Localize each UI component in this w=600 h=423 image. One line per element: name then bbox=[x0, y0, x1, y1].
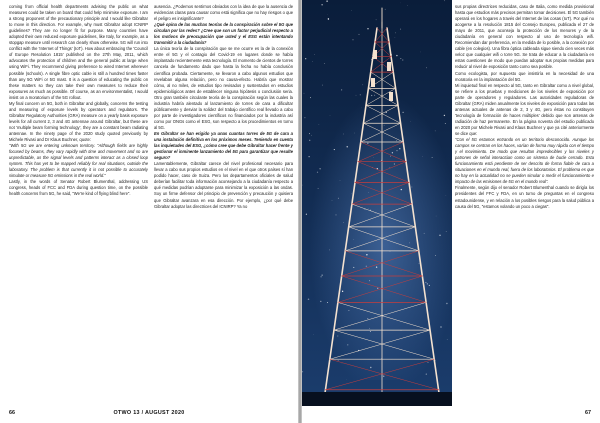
star bbox=[394, 164, 395, 165]
page-number-left: 66 bbox=[9, 410, 15, 416]
star bbox=[362, 84, 363, 85]
star bbox=[304, 93, 305, 94]
star bbox=[412, 187, 413, 188]
star bbox=[395, 38, 396, 39]
star bbox=[341, 89, 342, 90]
star bbox=[329, 250, 330, 251]
body-paragraph: Finalmente, según dijo el senador Robert Blumenthal cuando se dirigía los presidentes del FFC y FDA, en un turno de preguntas en el congreso estadounidense, y en relación a los posibles riesgos para la salud pública a causa del 5G, "estamos volando un poco a ciegas". bbox=[455, 185, 594, 209]
star bbox=[396, 140, 397, 141]
star bbox=[385, 9, 386, 10]
star bbox=[322, 85, 323, 86]
star bbox=[369, 328, 370, 329]
star bbox=[360, 95, 361, 96]
star bbox=[309, 156, 310, 157]
star bbox=[332, 200, 333, 201]
body-paragraph: coming from official health departments advising the public on what measures could be taken on board that could help minimise exposure. I am a strong proponent of the precautionary principle and I would like Gibraltar to move in this direction. For example, why must Gibraltar adopt ICNIRP guidelines? They are no longer fit for purpose. Many countries have adopted their own reduced exposure guidelines, like Italy, for example, as a stopgap measure until research can clearly show otherwise. 5G will run into conflict with the 'Internet of Things' (IoT). How about embracing the 'Council of Europe Resolution 1815' published on the 27th May, 2011, which advocates the protection of children and the general public at large when using WiFi. They recommend giving preference to wired Internet wherever possible (schools). A single fibre optic cable is still a hundred times faster than any 5G WiFi or 5G mast. It is a question of educating the public on these matters so they can take their own measures to reduce their exposures as much as possible. Of course, as an environmentalist, I would insist on a moratorium of the 5G rollout. bbox=[9, 4, 148, 100]
star bbox=[320, 276, 321, 277]
star bbox=[347, 146, 348, 147]
star bbox=[440, 326, 441, 327]
spanish-column-right bbox=[455, 4, 594, 402]
star bbox=[401, 189, 402, 190]
star bbox=[352, 39, 353, 40]
star bbox=[425, 282, 426, 283]
star bbox=[366, 254, 367, 255]
star bbox=[371, 95, 372, 96]
pull-quote: "With 5G we are entering unknown territory. "Although fields are highly focused by beams, they vary rapidly with time and movement and so are unpredictable, as the signal levels and patterns interact as a closed loop system. This has yet to be mapped reliably for real situations, outside the laboratory. The problem is that currently it is not possible to accurately simulate or measure 5G emissions in the real world." bbox=[9, 143, 148, 179]
star bbox=[347, 344, 348, 345]
star bbox=[445, 123, 446, 124]
body-paragraph: My final concern on 5G, both in Gibraltar and globally, concerns the testing and measuring of exposure levels by operators and regulators. The Gibraltar Regulatory Authorities (GRA) measure on a yearly basis exposure levels for all current 2, 3 and 4G antennae around Gibraltar, but these are not 'multiple beam forming technology', they are a constant beam radiating antennae. In the ninety page of the 2020 study quoted previously by Michele Rivasi and Dr Klaus Buchner, quote: bbox=[9, 100, 148, 143]
star bbox=[385, 215, 386, 216]
star bbox=[444, 0, 445, 1]
star bbox=[343, 134, 344, 135]
star bbox=[370, 367, 371, 368]
right-page bbox=[302, 0, 600, 423]
body-paragraph: sus propias directrices reducidas, caso de Italia, como medida provisional hasta que estudios más precisos permitan tomar decisiones. El 5G también operará en los hogares a través del Internet de las cosas (IoT). Por qué no acogerse a la resolución 1815 del Consejo Europeo, publicada el 27 de mayo de 2011, que aconseja la protección de los menores y de la ciudadanía en general con respecto al uso de tecnología wifi. Recomiendan dar preferencia, en la medida de lo posible, a la conexión por cable (en colegios). Una fibra óptica cableada sigue siendo cien veces más veloz que cualquier wifi o torre 5G. Se trata de educar a la ciudadanía en estas cuestiones de modo que puedan adoptar sus propias medidas para reducir al nivel de exposición tanto como sea posible. bbox=[455, 4, 594, 70]
star bbox=[376, 266, 377, 267]
star bbox=[422, 156, 423, 157]
star bbox=[402, 59, 403, 60]
left-page bbox=[0, 0, 298, 423]
star bbox=[447, 339, 448, 340]
star bbox=[343, 222, 344, 223]
star bbox=[353, 267, 354, 268]
star bbox=[384, 125, 385, 126]
cell-tower-photo bbox=[302, 0, 452, 406]
star bbox=[338, 198, 339, 199]
star bbox=[354, 239, 355, 240]
star bbox=[328, 18, 329, 19]
star bbox=[314, 54, 315, 55]
star bbox=[317, 172, 318, 173]
star bbox=[302, 371, 303, 372]
star bbox=[426, 373, 427, 374]
star bbox=[383, 376, 384, 377]
antenna-panel bbox=[371, 78, 375, 87]
star bbox=[396, 150, 397, 151]
star bbox=[320, 301, 321, 302]
star bbox=[446, 231, 447, 232]
star bbox=[367, 318, 368, 319]
magazine-footer: OTWO 13 / AUGUST 2020 bbox=[113, 410, 185, 416]
star bbox=[326, 0, 327, 1]
star bbox=[407, 5, 408, 6]
star bbox=[395, 32, 396, 33]
star bbox=[359, 34, 360, 35]
star bbox=[334, 149, 335, 150]
star bbox=[342, 291, 343, 292]
star bbox=[338, 360, 339, 361]
body-paragraph: Como ecologista, por supuesto que insistiría en la necesidad de una moratoria en la implantación del 5G. bbox=[455, 70, 594, 82]
star bbox=[396, 55, 397, 56]
star bbox=[312, 61, 313, 62]
star bbox=[319, 124, 320, 125]
star bbox=[310, 97, 311, 98]
star bbox=[381, 160, 382, 161]
star bbox=[400, 29, 401, 30]
body-paragraph: ausencia. ¿Podemos sentirnos obviados con la idea de que la ausencia de evidencias claras para causar como está significa que no hay riesgos o que el peligro es insignificante? bbox=[154, 4, 293, 22]
body-paragraph: Lamentablemente, Gibraltar carece del nivel profesional necesario para llevar a cabo sus propios estudios en el nivel en el que otros países sí han podido hacer, caso de Suiza. Pero los departamentos oficiales de salud deberían facilitar toda información aconsejando a la ciudadanía respecto a qué medidas podrían adoptarse para minimizar la exposición a las ondas. Soy un firme defensor del principio de prevención y precaución y quisiera que Gibraltar avanzara en esa dirección. Por ejemplo, ¿por qué debe Gibraltar adoptar las directrices del ICNIRP? Ya no bbox=[154, 161, 293, 209]
star bbox=[305, 58, 306, 59]
tower-illustration bbox=[302, 0, 452, 406]
star bbox=[327, 302, 328, 303]
star bbox=[400, 58, 401, 59]
body-paragraph: La única teoría de la conspiración que se me ocurre es la de la conexión entre el 5G y el contagio del Covid-19 en lugares donde se había implantado recientemente esta tecnología. El momento de cientos de torres cancela de fundamento dado que hasta la fecha no había conclusión científica probada. Ciertamente, se llevaron a cabo algunos estudios que revelaban alguna relación, pero no causa-efecto. Habría que mostrar cómo, al no miles, de estudios tipo revisados y sustentados en estudios epidemiológicos antes de establecer ninguna hipótesis o conclusión seria. Otro gran también circulante teoría de la conspiración según las cuales la industria habría alentado al lanzamiento de torres de cara a dificultar públicamente y desviar la solidez del trabajo científico real llevado a cabo por parte de investigadores científicos no financiados por la industria así como por ONGs como el ESG, son respecto a los procedimientos en torno al 5G. bbox=[154, 46, 293, 130]
star bbox=[308, 298, 310, 300]
star bbox=[436, 216, 437, 217]
star bbox=[427, 283, 428, 284]
spanish-column-left bbox=[154, 4, 293, 404]
pull-quote: "Con el 5G estamos entrando en un territorio desconocido. Aunque los campos se centran en los haces, varían de forma muy rápida con el tiempo y el movimiento. De modo que resultan impredecibles y los niveles y patrones de señal interactúan como un sistema de bucle cerrado. Esta funcionamiento está pendiente de ser descrito de forma fiable de cara a situaciones en el mundo real, fuera de los laboratorios. El problema es que no hay en la actualidad no se pueden simular o medir el funcionamiento e impacto de las emisiones de 5G en el mundo real". bbox=[455, 137, 594, 185]
star bbox=[370, 331, 371, 332]
star bbox=[376, 19, 377, 20]
star bbox=[324, 63, 325, 64]
star bbox=[390, 156, 391, 157]
star bbox=[426, 67, 427, 68]
antenna-panel bbox=[373, 50, 377, 59]
star bbox=[348, 310, 349, 311]
antenna-panel bbox=[387, 62, 391, 71]
star bbox=[337, 336, 338, 337]
star bbox=[335, 214, 336, 215]
star bbox=[435, 131, 436, 132]
star bbox=[322, 275, 323, 276]
body-paragraph: Mi inquietud final en respecto al 5G, tanto en Gibraltar como a nivel global, se refiere a los pruebas y mediciones de los niveles de exposición por parte de operadores y reguladores. Las autoridades reguladoras de Gibraltar (GRA) miden anualmente los niveles de exposición para todas las antenas actuales de antenas de 2, 3 y 4G, pero éstas no constituyen 'tecnología de formación de haces múltiples' debido que son antenas de radiación de haz permanente. En la página noventa del estudio publicado en 2020 por Michele Rivasi and Klaus Buchner y que ya cité anteriormente se dice que: bbox=[455, 82, 594, 136]
interview-question: ¿Qué opina de las muchas teorías de la conspiración sobre el 5G que circulan por las redes? ¿Cree que son un factor perjudicial respecto a los motivos de preocupación que usted y el ESG están intentando transmitir a la ciudadanía? bbox=[154, 22, 293, 46]
star bbox=[381, 358, 382, 359]
star bbox=[319, 168, 320, 169]
star bbox=[435, 255, 436, 256]
star bbox=[409, 243, 410, 244]
star bbox=[444, 115, 445, 116]
star bbox=[356, 95, 357, 96]
star bbox=[374, 95, 375, 96]
star bbox=[340, 180, 341, 181]
star bbox=[402, 112, 403, 113]
star bbox=[419, 263, 420, 264]
star bbox=[390, 167, 391, 168]
star bbox=[392, 152, 393, 153]
star bbox=[369, 280, 370, 281]
star bbox=[428, 362, 429, 363]
star bbox=[309, 140, 310, 141]
body-paragraph: Lastly, in the words of Senator Robert Blumenthal, addressing US congress, heads of FCC and FDA during question time, on the possible health concerns from 5G, he said, "We're kind of flying blind here". bbox=[9, 179, 148, 197]
interview-question: En Gibraltar se han erigido ya unas cuantas torres de 5G de cara a una instalación definitiva en los próximos meses. Teniendo en cuenta las inquietudes del ESG, ¿cómo cree que debe Gibraltar hacer frente y gestionar el inminente lanzamiento del 5G para garantizar que resulte seguro? bbox=[154, 130, 293, 161]
star bbox=[366, 266, 367, 267]
star bbox=[311, 135, 312, 136]
star bbox=[318, 188, 319, 189]
star bbox=[321, 4, 322, 5]
star bbox=[304, 117, 305, 118]
star bbox=[439, 235, 440, 236]
star bbox=[309, 133, 310, 134]
star bbox=[432, 157, 433, 158]
star bbox=[429, 285, 430, 286]
star bbox=[313, 335, 314, 336]
star bbox=[446, 303, 447, 304]
star bbox=[424, 233, 425, 234]
star bbox=[367, 143, 368, 144]
page-number-right: 67 bbox=[585, 410, 591, 416]
english-column bbox=[9, 4, 148, 404]
antenna-panel bbox=[389, 92, 393, 101]
star bbox=[367, 28, 368, 29]
star bbox=[306, 214, 307, 215]
star bbox=[420, 52, 421, 53]
star bbox=[377, 288, 378, 289]
star bbox=[399, 148, 400, 149]
